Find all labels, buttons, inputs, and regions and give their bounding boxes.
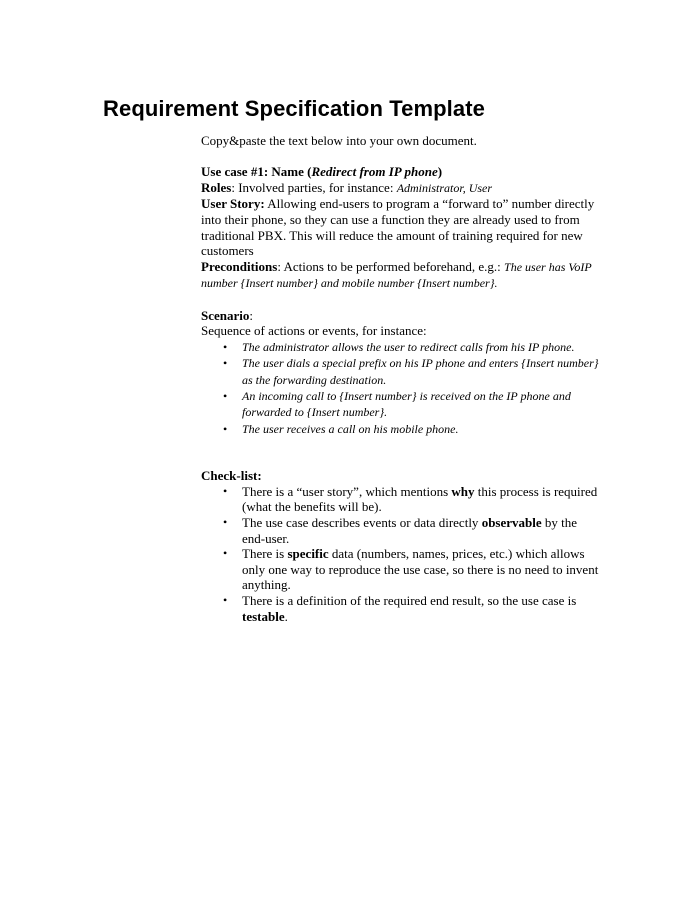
roles-text: : Involved parties, for instance: <box>231 179 397 195</box>
scenario-heading <box>201 308 601 324</box>
scenario-list <box>201 339 601 437</box>
list-item <box>201 515 601 546</box>
bullet-icon: • <box>223 483 228 498</box>
checklist-text: There is a “user story”, which mentions <box>242 483 452 499</box>
preconditions-example: The user has VoIP number {Insert number} and mobile number {Insert number}. <box>201 259 592 291</box>
list-item <box>201 593 601 624</box>
checklist-text: . <box>284 608 288 624</box>
checklist-keyword: specific <box>287 546 329 562</box>
bullet-icon: • <box>223 514 228 529</box>
bullet-icon: • <box>223 339 228 354</box>
checklist-label: Check-list: <box>201 468 262 484</box>
scenario-intro: Sequence of actions or events, for instance: <box>201 323 427 339</box>
roles-example: Administrator, User <box>396 180 493 195</box>
scenario-step: The administrator allows the user to redirect calls from his IP phone. <box>242 339 575 354</box>
checklist-keyword: why <box>451 483 475 499</box>
checklist-list <box>201 484 601 624</box>
scenario-colon: : <box>249 307 254 323</box>
list-item <box>201 339 601 355</box>
bullet-icon: • <box>223 388 228 403</box>
checklist-keyword: observable <box>481 514 542 530</box>
use-case-label: Use case #1: Name ( <box>201 164 312 180</box>
preconditions-label: Preconditions <box>201 258 278 274</box>
list-item <box>201 421 601 437</box>
checklist-text: data (numbers, names, prices, etc.) which allows only one way to reproduce the use case, so there is no need to invent anything. <box>242 546 599 593</box>
roles-label: Roles <box>201 179 232 195</box>
checklist-text: There is <box>242 546 288 562</box>
list-item <box>201 484 601 515</box>
bullet-icon: • <box>223 592 228 607</box>
bullet-icon: • <box>223 546 228 561</box>
bullet-icon: • <box>223 421 228 436</box>
page-title: Requirement Specification Template <box>103 96 485 121</box>
intro-text: Copy&paste the text below into your own document. <box>201 133 477 148</box>
checklist-heading <box>201 468 601 484</box>
use-case-close: ) <box>437 164 443 180</box>
list-item <box>201 355 601 388</box>
use-case-name: Redirect from IP phone <box>311 164 438 180</box>
user-story-label: User Story: <box>201 196 265 212</box>
scenario-label: Scenario <box>201 307 250 323</box>
checklist-keyword: testable <box>242 608 285 624</box>
scenario-step: An incoming call to {Insert number} is received on the IP phone and forwarded to {Insert number}. <box>242 388 571 420</box>
checklist-text: There is a definition of the required end result, so the use case is <box>242 592 577 608</box>
scenario-step: The user dials a special prefix on his IP phone and enters {Insert number} as the forwarding destination. <box>242 356 599 387</box>
preconditions <box>201 259 601 292</box>
checklist-text: by the end-user. <box>242 514 578 546</box>
list-item <box>201 388 601 421</box>
checklist-text: The use case describes events or data directly <box>242 514 482 530</box>
user-story <box>201 196 601 258</box>
roles-line <box>201 180 601 197</box>
user-story-text: Allowing end-users to program a “forward to” number directly into their phone, so they can use a function they are already used to from traditional PBX. This will reduce the amount of training required for new customers <box>201 196 595 259</box>
checklist-text: this process is required (what the benefits will be). <box>242 483 598 515</box>
preconditions-text: : Actions to be performed beforehand, e.g.: <box>277 258 505 274</box>
document-body <box>201 133 601 624</box>
scenario-step: The user receives a call on his mobile phone. <box>242 421 459 436</box>
list-item <box>201 546 601 593</box>
use-case-heading <box>201 164 601 180</box>
bullet-icon: • <box>223 356 228 371</box>
